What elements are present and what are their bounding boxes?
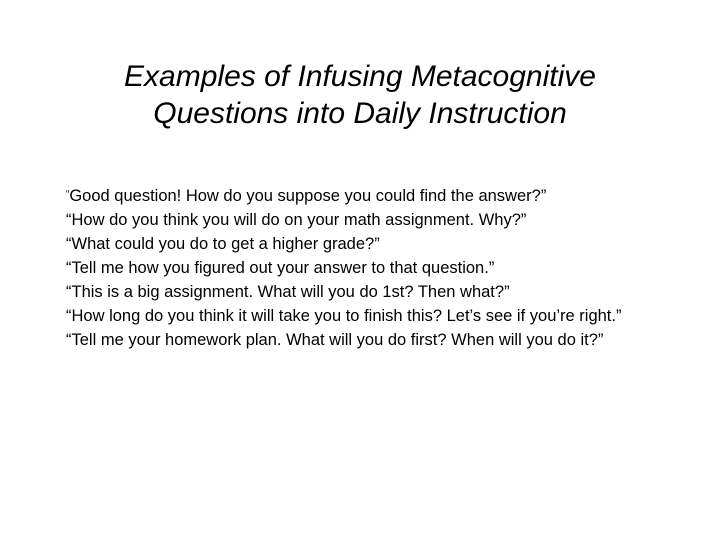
question-item: “How do you think you will do on your math assignment. Why?” (66, 211, 527, 229)
open-quote: “ (66, 189, 70, 200)
slide-title (0, 58, 720, 132)
question-item: “What could you do to get a higher grade?” (66, 235, 380, 253)
question-item: “This is a big assignment. What will you do 1st? Then what?” (66, 283, 510, 301)
question-item (66, 183, 696, 208)
slide-title-line-2: Questions into Daily Instruction (153, 97, 567, 130)
question-list (66, 183, 696, 352)
slide-title-line-1: Examples of Infusing Metacognitive (124, 60, 596, 93)
question-text: Good question! How do you suppose you could find the answer?” (69, 187, 547, 205)
question-item: “Tell me how you figured out your answer to that question.” (66, 259, 495, 277)
question-item: “Tell me your homework plan. What will you do first? When will you do it?” (66, 331, 604, 349)
question-item: “How long do you think it will take you to finish this? Let’s see if you’re right.” (66, 307, 622, 325)
